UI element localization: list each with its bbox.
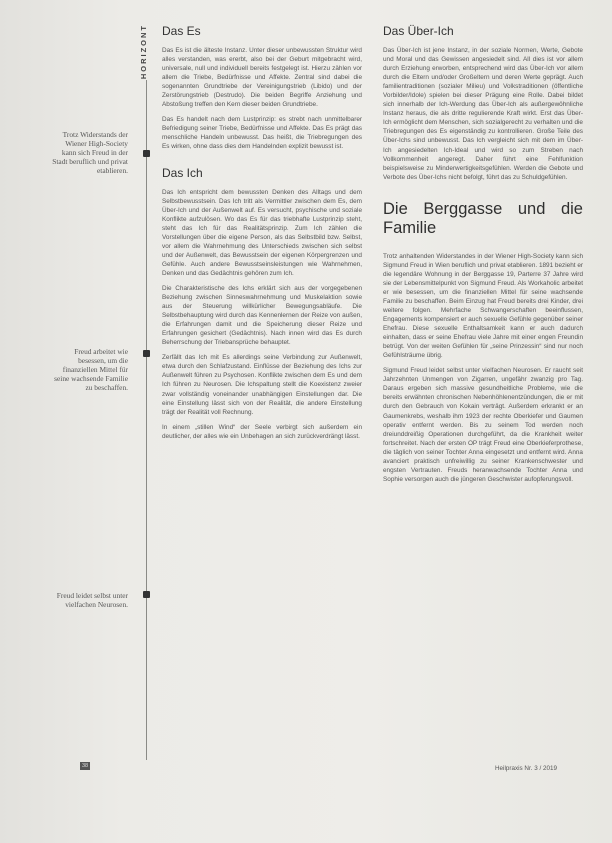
paragraph: Das Es handelt nach dem Lustprinzip: es strebt nach unmittelbarer Befriedigung seiner Triebe, Bedürfnisse und Affekte. Das Es prägt das menschliche Handeln unbewusst. Das heißt, die Triebregungen des Es wirken, ohne dass dies dem Handelnden explizit bewusst ist.: [162, 116, 362, 151]
page-number: 38: [81, 763, 89, 769]
paragraph: Das Es ist die älteste Instanz. Unter dieser unbewussten Struktur wird alles verstanden, was ererbt, also bei der Geburt mitgebracht wird, universale, null und individuell bereits festgelegt ist. Hierzu zählen vor allem die Triebe, Bedürfnisse und Affekte. Zentral sind dabei die sogenannten Grundtriebe der Vereinigungstrieb (Libido) und der Zerstörungstrieb (Destrudo). Die beiden Begriffe Anziehung und Abstoßung treffen den Kern dieser beiden Grundtriebe.: [162, 47, 362, 109]
section-rubric: HORIZONT: [139, 24, 148, 80]
note-bullet: [143, 150, 150, 157]
left-column: [162, 24, 362, 447]
paragraph: Das Über-Ich ist jene Instanz, in der soziale Normen, Werte, Gebote und Moral und das Gewissen angesiedelt sind. All dies ist vor allem durch Erziehung erworben, entsprechend wird das Über-Ich vor allem durch die Eltern und/oder Großeltern und deren Werte geprägt. Auch familientraditionen (sozialer Milieu) und Volkstraditionen (öffentliche Vorbilder/Idole) spielen bei dieser Prägung eine Rolle. Dabei bildet sich innerhalb der Ich-Werdung das Über-Ich als außergewöhnliche Instanz heraus, die als dritte regulierende Kraft wirkt. Erst das Über-Ich ermöglicht dem Menschen, sich sozialgerecht zu verhalten und die Triebregungen des Es eigenständig zu kontrollieren. Große Teile des Über-Ichs sind unbewusst. Das Ich vergleicht sich mit dem im Über-Ich angesiedelten Ich-Ideal und wird so zum Streben nach Vollkommenheit angeregt. Daher führt eine Fehlfunktion beispielsweise zu Minderwertigkeitsgefühlen. Werden die Gebote und Verbote des Über-Ichs nicht befolgt, führt das zu Schuldgefühlen.: [383, 47, 583, 181]
heading-ueber-ich: Das Über-Ich: [383, 24, 454, 38]
side-note: Trotz Widerstands der Wiener High-Society kann sich Freud in der Stadt beruflich und privat etablieren.: [52, 130, 128, 175]
heading-ich: Das Ich: [162, 165, 203, 180]
paragraph: In einem „stillen Wind“ der Seele verbirgt sich außerdem ein deutlicher, der alles wie ein Unbehagen an sich zurückverdrängt lässt.: [162, 423, 362, 440]
right-column: [383, 24, 583, 490]
side-note: Freud arbeitet wie besessen, um die finanziellen Mittel für seine wachsende Familie zu beschaffen.: [54, 347, 128, 392]
heading-es: Das Es: [162, 24, 201, 38]
note-bullet: [143, 350, 150, 357]
paragraph: Zerfällt das Ich mit Es allerdings seine Verbindung zur Außenwelt, etwa durch den Schlafzustand. Einflüsse der Beziehung des Ichs zur Außenwelt führen zu Psychosen. Konflikte zwischen dem Es und dem Ich führen zu Neurosen. Die Ichspaltung stellt die Koexistenz zweier zwar vollständig voneinander unabhängigen Einstellungen dar. Die eine Einstellung lässt sich von der Realität, die andere Einstellung trägt der Realität voll Rechnung.: [162, 354, 362, 416]
paragraph: Sigmund Freud leidet selbst unter vielfachen Neurosen. Er raucht seit Jahrzehnten Unmengen von Zigarren, ungefähr zwanzig pro Tag. Daraus ergeben sich massive gesundheitliche Probleme, wie die bereits erwähnten chronischen Nebenhöhlenentzündungen, die er mit durch den Gebrauch von Kokain verträgt. Außerdem erkrankt er an Gaumenkrebs, weshalb ihm 1923 der rechte Oberkiefer und Gaumen operativ entfernt werden. Bis zu seinem Tod werden noch dreiunddreißig Operationen durchgeführt, da die Krankheit weiter fortschreitet. Nach der ersten OP trägt Freud eine Oberkieferprothese, die täglich von seiner Tochter Anna eingesetzt und entfernt wird. Anna avanciert praktisch unfreiwillig zu seiner Krankenschwester und engsten Vertrauten. Freuds heranwachsende Tochter Anna und Sophie versorgen auch die jüngeren Geschwister aufopferungsvoll.: [383, 367, 583, 483]
note-bullet: [143, 591, 150, 598]
margin-rule: [146, 80, 147, 760]
side-note: Freud leidet selbst unter vielfachen Neurosen.: [56, 591, 128, 609]
paragraph: Das Ich entspricht dem bewussten Denken des Alltags und dem Selbstbewusstsein. Das Ich tritt als Vermittler zwischen dem Es, dem Über-Ich und der Außenwelt auf. Es versucht, psychische und soziale Konflikte aufzulösen. Wo das Es für das triebhafte Lustprinzip steht, steht das Ich für das Realitätsprinzip. Zum Ich zählen die Vorstellungen über die eigene Person, als das Selbstbild bzw. Selbst, vor allem die Wahrnehmung des Unterschieds zwischen sich selbst und der Außenwelt, das Bewusstsein der eigenen Körpergrenzen und Gefühle. Auch andere Bewusstseinsleistungen wie Wahrnehmen, Denken und das Gedächtnis gehören zum Ich.: [162, 188, 362, 277]
paragraph: Die Charakteristische des Ichs erklärt sich aus der vorgegebenen Beziehung zwischen Sinneswahrnehmung und Muskelaktion sowie aus der Steuerung willkürlicher Bewegungsabläufe. Die Selbstbehauptung wird durch das Kennenlernen der Reize von außen, die Erfahrungen damit und die Speicherung dieser Reize und Erfahrungen gesichert (Gedächtnis). Nach innen wird das Es durch Beherrschung der Triebansprüche behauptet.: [162, 284, 362, 347]
paragraph: Trotz anhaltenden Widerstandes in der Wiener High-Society kann sich Sigmund Freud in Wien beruflich und privat etablieren. 1891 bezieht er die legendäre Wohnung in der Berggasse 19, Parterre 37 Jahre wird sie der Lebensmittelpunkt von Sigmund Freud. Als Workaholic arbeitet er wie besessen, um die finanziellen Mittel für seine wachsende Familie zu beschaffen. Beim Einzug hat Freud bereits drei Kinder, drei weitere folgen. Mehrfache Schwangerschaften beeinflussen, Engagements kompensiert er auch sexuelle Gefühle gegenüber seiner Ehefrau. Diese sexuelle Enthaltsamkeit kann er auch dadurch einhalten, dass er seine Ehefrau viele Jahre mit einer engen Freundin betrügt. Von der weiten Gefühlen für „seine Prinzessin“ sind nur noch Gefühlsträume übrig.: [383, 252, 584, 360]
footer-source: Heilpraxis Nr. 3 / 2019: [495, 765, 557, 772]
heading-berggasse: Die Berggasse und die Familie: [383, 199, 583, 237]
